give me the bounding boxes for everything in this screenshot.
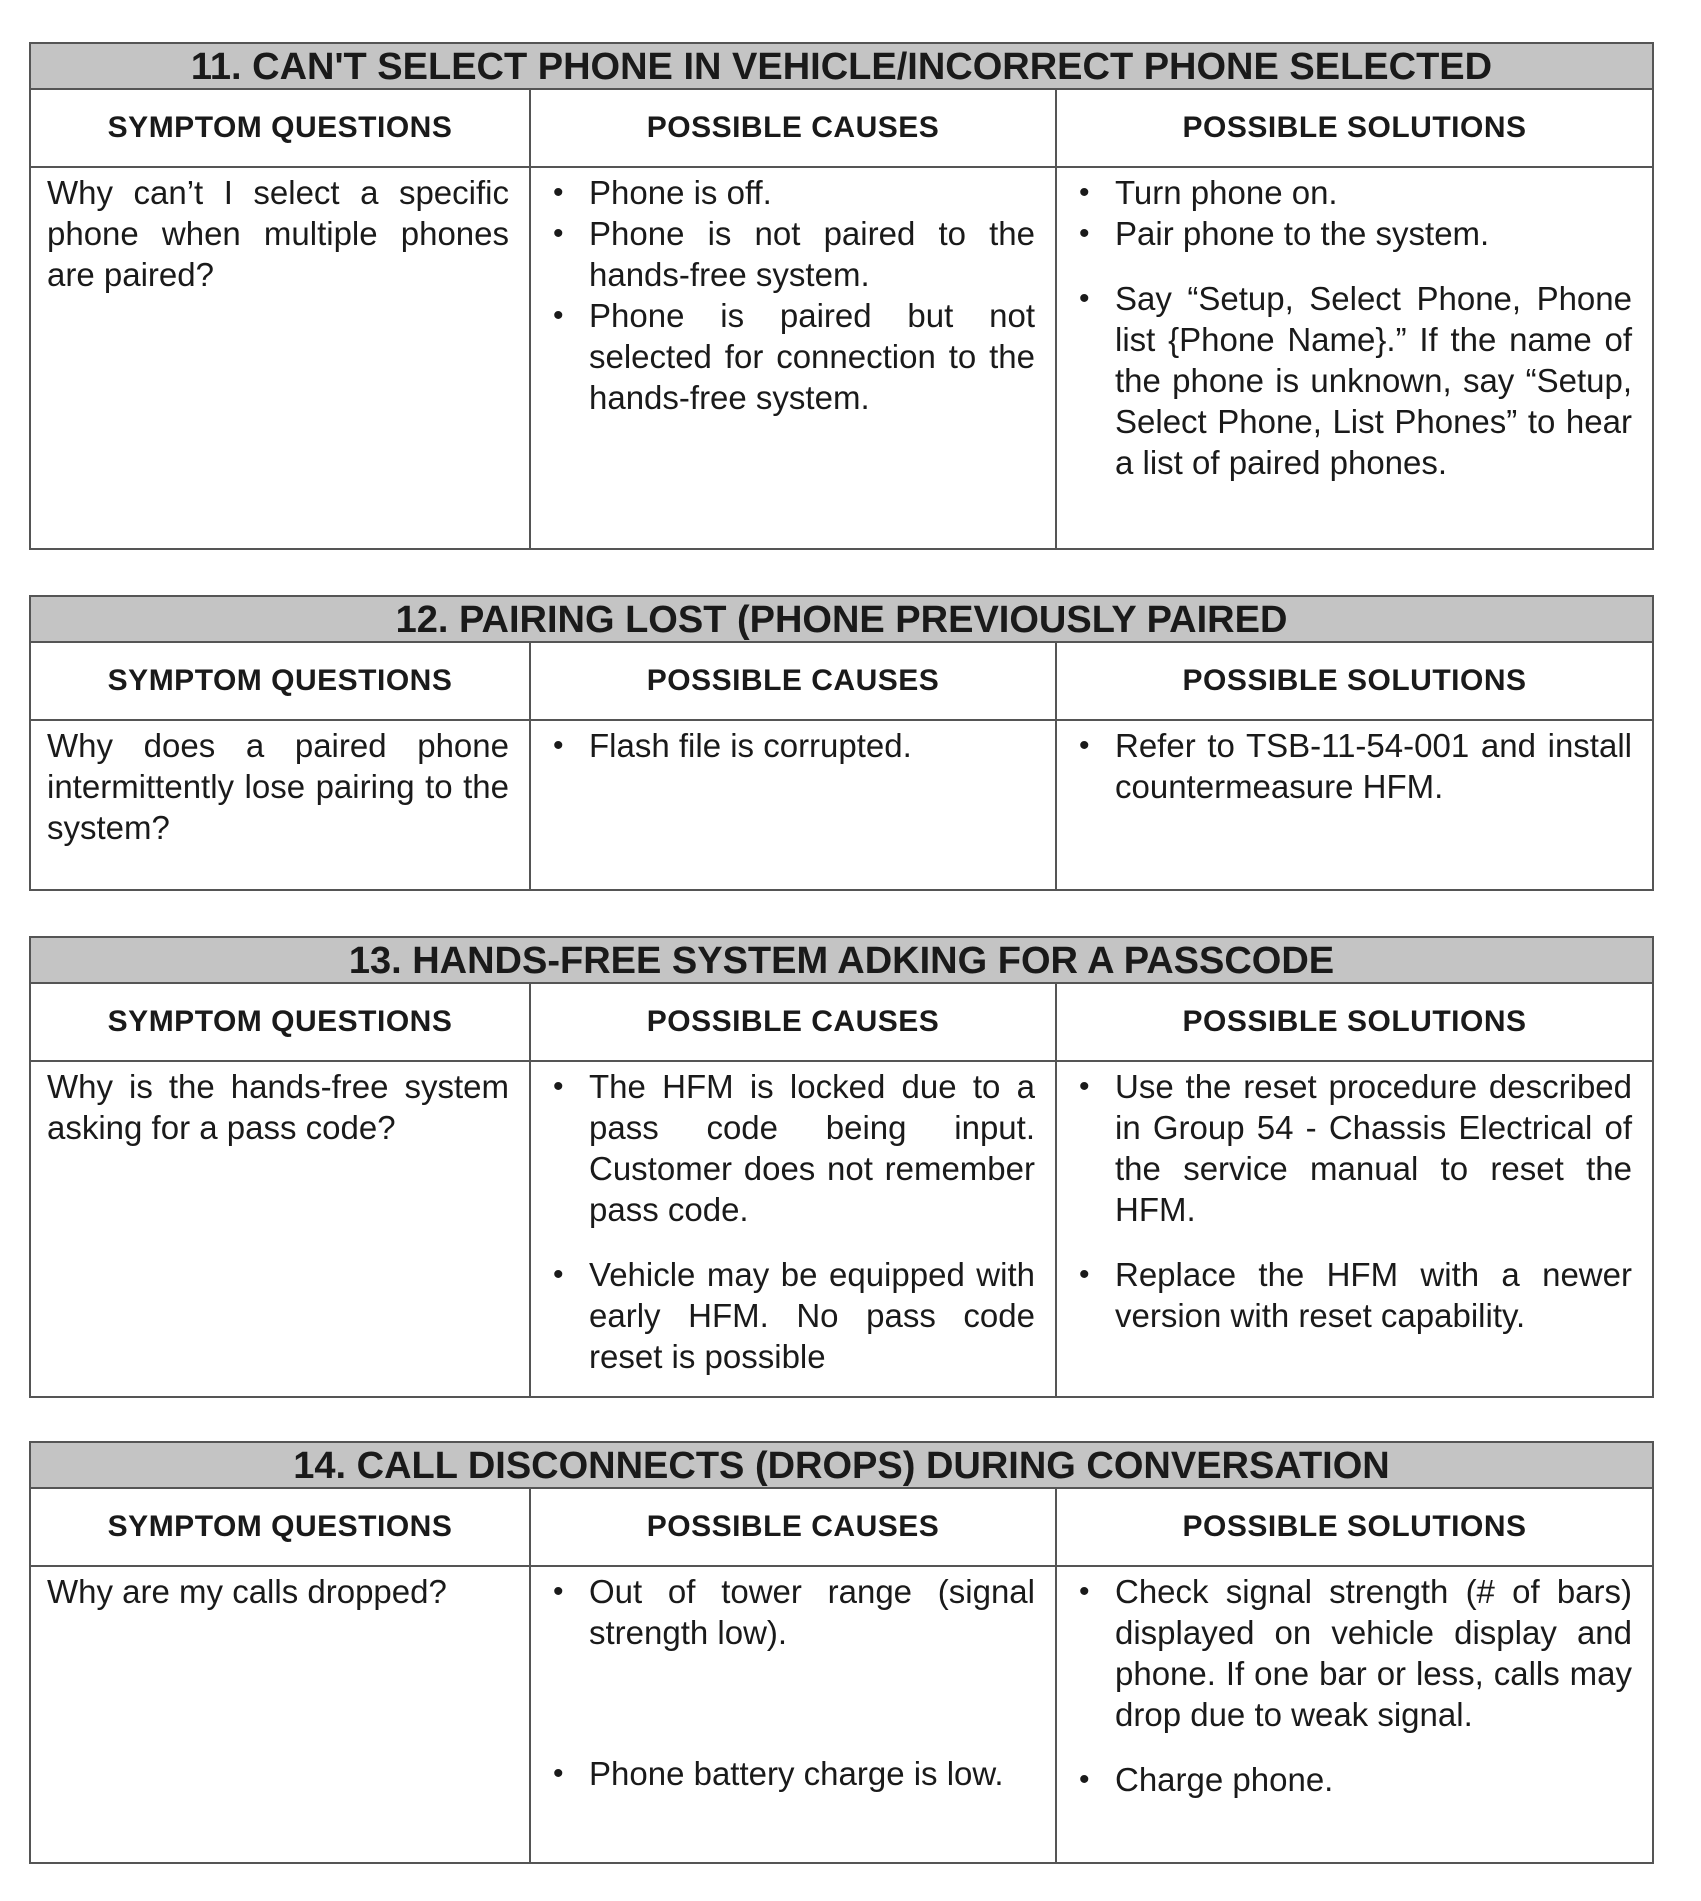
causes-list	[547, 725, 1035, 766]
solutions-cell	[1057, 168, 1652, 548]
cause-item: • The HFM is locked due to a pass code being input. Customer does not remember pass code.	[547, 1066, 1035, 1230]
header-possible-causes: POSSIBLE CAUSES	[531, 1489, 1057, 1567]
header-possible-solutions: POSSIBLE SOLUTIONS	[1057, 90, 1652, 168]
section-13	[29, 936, 1654, 1398]
section-14	[29, 1441, 1654, 1864]
section-title: 12. PAIRING LOST (PHONE PREVIOUSLY PAIRED	[31, 597, 1652, 643]
solution-item: • Charge phone.	[1073, 1759, 1632, 1800]
header-possible-causes: POSSIBLE CAUSES	[531, 984, 1057, 1062]
cause-item: • Phone is off.	[547, 172, 1035, 213]
causes-cell	[531, 1567, 1057, 1862]
section-title: 13. HANDS-FREE SYSTEM ADKING FOR A PASSCODE	[31, 938, 1652, 984]
solutions-list	[1073, 172, 1632, 483]
header-possible-solutions: POSSIBLE SOLUTIONS	[1057, 984, 1652, 1062]
solution-item: • Replace the HFM with a newer version with reset capability.	[1073, 1254, 1632, 1336]
solutions-cell	[1057, 1567, 1652, 1862]
header-possible-solutions: POSSIBLE SOLUTIONS	[1057, 643, 1652, 721]
header-possible-solutions: POSSIBLE SOLUTIONS	[1057, 1489, 1652, 1567]
cause-item: • Phone is not paired to the hands-free system.	[547, 213, 1035, 295]
causes-cell	[531, 168, 1057, 548]
cause-item: • Phone is paired but not selected for connection to the hands-free system.	[547, 295, 1035, 418]
section-12	[29, 595, 1654, 891]
section-11	[29, 42, 1654, 550]
solutions-cell	[1057, 1062, 1652, 1396]
header-symptom-questions: SYMPTOM QUESTIONS	[31, 90, 531, 168]
solutions-list	[1073, 725, 1632, 807]
causes-cell	[531, 721, 1057, 889]
solution-item: • Use the reset procedure described in Group 54 - Chassis Electrical of the service manual to reset the HFM.	[1073, 1066, 1632, 1230]
solution-item: • Refer to TSB-11-54-001 and install countermeasure HFM.	[1073, 725, 1632, 807]
symptom-question: Why is the hands-free system asking for a pass code?	[31, 1062, 531, 1396]
causes-list	[547, 1066, 1035, 1377]
solutions-cell	[1057, 721, 1652, 889]
causes-cell	[531, 1062, 1057, 1396]
header-symptom-questions: SYMPTOM QUESTIONS	[31, 1489, 531, 1567]
section-title: 14. CALL DISCONNECTS (DROPS) DURING CONVERSATION	[31, 1443, 1652, 1489]
header-possible-causes: POSSIBLE CAUSES	[531, 643, 1057, 721]
solution-item: • Pair phone to the system.	[1073, 213, 1632, 254]
cause-item: • Vehicle may be equipped with early HFM. No pass code reset is possible	[547, 1254, 1035, 1377]
cause-item: • Phone battery charge is low.	[547, 1753, 1035, 1794]
solution-item: • Say “Setup, Select Phone, Phone list {Phone Name}.” If the name of the phone is unknown, say “Setup, Select Phone, List Phones” to hear a list of paired phones.	[1073, 278, 1632, 483]
causes-list	[547, 1571, 1035, 1794]
header-symptom-questions: SYMPTOM QUESTIONS	[31, 984, 531, 1062]
solutions-list	[1073, 1571, 1632, 1800]
symptom-question: Why can’t I select a specific phone when multiple phones are paired?	[31, 168, 531, 548]
symptom-question: Why are my calls dropped?	[31, 1567, 531, 1862]
header-symptom-questions: SYMPTOM QUESTIONS	[31, 643, 531, 721]
header-possible-causes: POSSIBLE CAUSES	[531, 90, 1057, 168]
cause-item: • Out of tower range (signal strength low).	[547, 1571, 1035, 1653]
solution-item: • Check signal strength (# of bars) displayed on vehicle display and phone. If one bar or less, calls may drop due to weak signal.	[1073, 1571, 1632, 1735]
symptom-question: Why does a paired phone intermittently lose pairing to the system?	[31, 721, 531, 889]
solutions-list	[1073, 1066, 1632, 1336]
solution-item: • Turn phone on.	[1073, 172, 1632, 213]
cause-item: • Flash file is corrupted.	[547, 725, 1035, 766]
section-title: 11. CAN'T SELECT PHONE IN VEHICLE/INCORRECT PHONE SELECTED	[31, 44, 1652, 90]
causes-list	[547, 172, 1035, 418]
